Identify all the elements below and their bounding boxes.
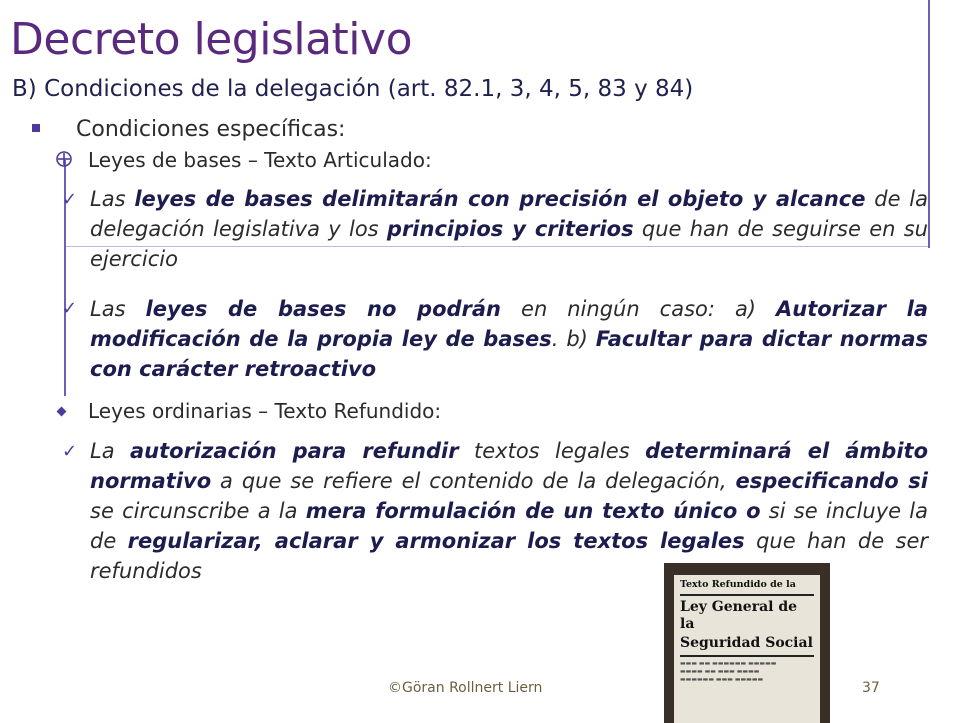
- text-run: si se incluye la de: [90, 499, 928, 553]
- footer-copyright: ©Göran Rollnert Liern: [388, 680, 543, 696]
- text-run: textos legales: [458, 439, 646, 463]
- section-heading-leyes-de-bases: [56, 148, 432, 172]
- footer-page-number: 37: [862, 680, 880, 696]
- checkmark-icon: ✓: [62, 189, 78, 210]
- text-run: de la delegación legislativa y los: [90, 187, 928, 241]
- book-cover-line2: Ley General de la: [680, 599, 798, 632]
- section-heading-text: Leyes de bases – Texto Articulado:: [88, 148, 432, 172]
- slide-subtitle: B) Condiciones de la delegación (art. 82.1, 3, 4, 5, 83 y 84): [12, 76, 694, 102]
- bold-text-run: mera formulación de un texto único o: [305, 499, 761, 523]
- bold-text-run: determinará el ámbito normativo: [90, 439, 928, 493]
- text-run: a que se refiere el contenido de la delegación,: [211, 469, 736, 493]
- text-run: que han de seguirse en su ejercicio: [90, 217, 928, 271]
- level1-text: Condiciones específicas:: [76, 117, 346, 142]
- bold-text-run: regularizar, aclarar y armonizar los textos legales: [127, 529, 745, 553]
- bold-text-run: leyes de bases delimitarán con precisión el objeto y alcance: [134, 187, 866, 211]
- text-run: en ningún caso: a): [501, 297, 777, 321]
- book-cover: [674, 575, 820, 723]
- square-bullet-icon: [32, 124, 40, 132]
- text-run: se circunscribe a la: [90, 499, 306, 523]
- text-run: Las: [90, 187, 135, 211]
- bold-text-run: autorización para refundir: [129, 439, 459, 463]
- book-cover-line1: Texto Refundido de la: [680, 579, 796, 590]
- bold-text-run: leyes de bases no podrán: [145, 297, 502, 321]
- frame-vertical-line-right: [928, 0, 930, 248]
- text-run: Las: [90, 297, 146, 321]
- text-run: La: [90, 439, 130, 463]
- book-cover-smallprint: ▬▬▬ ▬▬ ▬▬▬▬▬▬ ▬▬▬▬▬ ▬▬▬▬ ▬▬ ▬▬▬ ▬▬▬▬ ▬▬▬▬▬▬ ▬▬▬ ▬▬▬▬▬: [680, 660, 777, 683]
- bold-text-run: principios y criterios: [386, 217, 634, 241]
- book-cover-image: [664, 563, 830, 723]
- checkmark-icon: ✓: [62, 441, 78, 462]
- text-run: que han de ser refundidos: [90, 529, 928, 583]
- text-run: . b): [551, 327, 596, 351]
- section-heading-text: Leyes ordinarias – Texto Refundido:: [88, 399, 442, 423]
- section-heading-leyes-ordinarias: [56, 399, 441, 423]
- slide-title: Decreto legislativo: [10, 14, 412, 65]
- bold-text-run: especificando si: [735, 469, 928, 493]
- book-cover-line3: Seguridad Social: [680, 635, 813, 651]
- checkmark-icon: ✓: [62, 298, 78, 319]
- book-cover-rule: [680, 655, 814, 657]
- paragraph-bases-1: [90, 184, 928, 274]
- bold-text-run: Facultar para dictar normas con carácter retroactivo: [90, 327, 928, 381]
- paragraph-bases-2: [90, 294, 928, 384]
- book-cover-rule: [680, 594, 814, 596]
- level1-bullet: [32, 117, 345, 142]
- bold-text-run: Autorizar la modificación de la propia ley de bases: [90, 297, 928, 351]
